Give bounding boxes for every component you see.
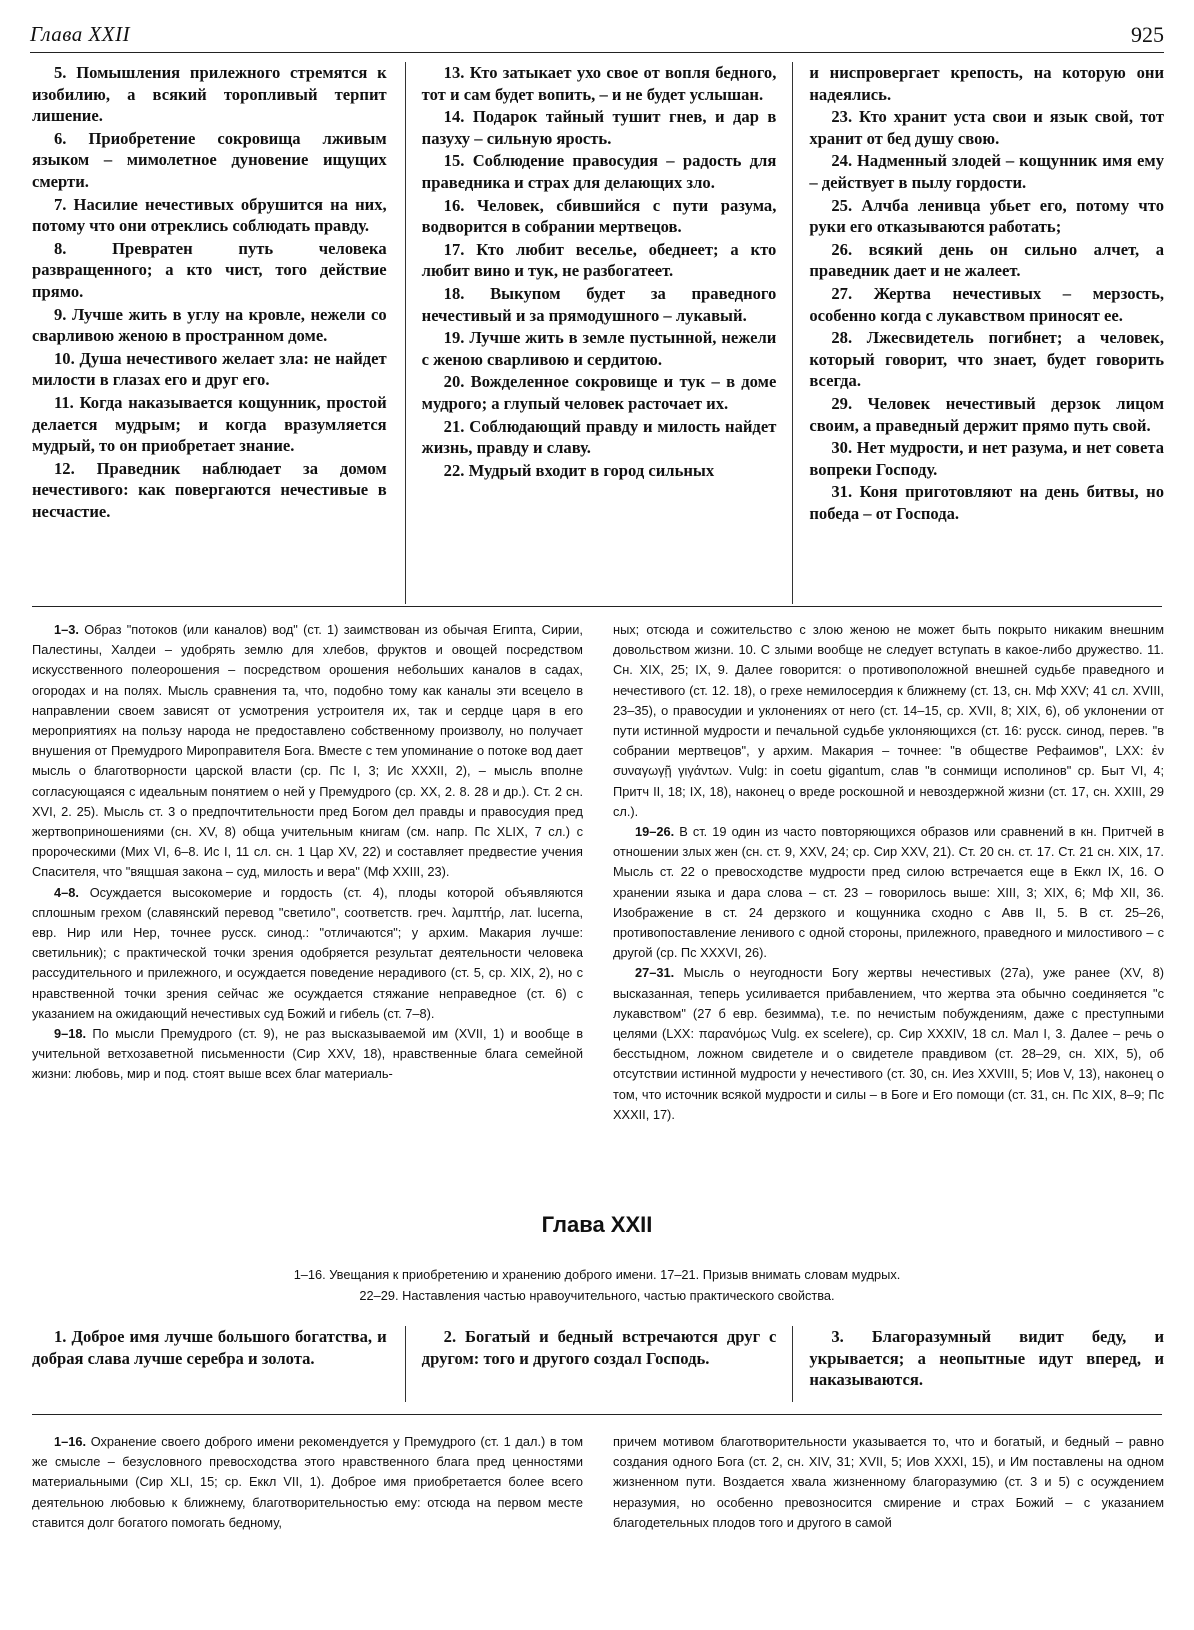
commentary-paragraph [32,620,583,883]
verse: 6. Приобретение сокровища лживым языком – мимолетное дуновение ищущих смерти. [32,128,387,191]
commentary-text: Мысль о неугодности Богу жертвы нечестивых (27а), уже ранее (XV, 8) высказанная, теперь усиливается прибавлением, что жертва эта обычно соединяется "с лукавством" (27 б евр. безимма), т.е. по нечистым побуждениям, даже с преступными целями (LXX: παρανόμως Vulg. ex scelere), ср. Сир XXXIV, 18 сл. Мал I, 3. Далее – речь о бесстыдном, ложном свидетеле и о свидетеле правдивом (ст. 28–29, сн. XIX, 5), об отсутствии истинной мудрости у нечестивого (ст. 30, сн. Иез XXVIII, 5; Иов V, 13), наконец о том, что источник всякой мудрости и силы – в Боге и Его помощи (ст. 31, сн. Пс XIX, 8–9; Пс XXXII, 17). [613,965,1164,1122]
commentary-text: Охранение своего доброго имени рекомендуется у Премудрого (ст. 1 дал.) в том же смысле – безусловного превосходства этого нравственного блага пред ценностями материальными (Сир XLI, 15; ср. Еккл VII, 1). Доброе имя приобретается более всего деятельною любовью к ближнему, благотворительностью ему: отсюда на первом месте ставится долг богатого помогать бедному, [32,1434,583,1530]
verse: 30. Нет мудрости, и нет разума, и нет совета вопреки Господу. [809,438,1165,479]
verse: 5. Помышления прилежного стремятся к изобилию, а всякий торопливый терпит лишение. [32,63,387,126]
running-title: Глава XXII [30,22,131,46]
verse-range-ref: 1–16. [54,1434,87,1449]
verse-continuation: и ниспровергает крепость, на которую они надеялись. [809,63,1165,104]
verse-range-ref: 1–3. [54,622,79,637]
commentary-column-right [613,1432,1164,1628]
verse: 7. Насилие нечестивых обрушится на них, потому что они отреклись соблюдать правду. [32,194,387,236]
verse: 22. Мудрый входит в город сильных [443,460,715,480]
verse: 13. Кто затыкает ухо свое от вопля бедного, тот и сам будет вопить, – и не будет услышан. [421,63,777,104]
commentary-paragraph [613,963,1164,1125]
verse: 19. Лучше жить в земле пустынной, нежели с женою сварливою и сердитою. [421,328,777,369]
chapter-summary [0,1264,1194,1306]
verse: 23. Кто хранит уста свои и язык свой, тот хранит от бед душу свою. [809,107,1165,148]
verse: 12. Праведник наблюдает за домом нечестивого: как повергаются нечестивые в несчастие. [32,458,387,521]
running-head [30,14,1164,53]
commentary-text: Образ "потоков (или каналов) вод" (ст. 1) заимствован из обычая Египта, Сирии, Палестины, Халдеи – удобрять землю для хлебов, фруктов и овощей посредством искусственного полеорошения – посредством орошения небольших каналов в садах, огородах и на полях. Мысль сравнения та, что, подобно тому как каналы эти всецело в направлении своем зависят от усмотрения устроителя их, так и сердце царя в его мероприятиях на пользу народа не предоставлено собственному произволу, но получает внушения от Премудрого Мироправителя Бога. Вместе с тем упоминание о потоке вод дает мысль о благотворности царской власти (ср. Пс I, 3; Ис XXXII, 2), – мысль вполне согласующаяся с идеальным понятием о ней у Премудрого (ср. XX, 2. 8. 28 и др.). Ст. 2 сн. XVI, 2. 25). Мысль ст. 3 о предпочтительности пред Богом дел правды и правосудия пред жертвоприношениями (сн. XV, 8) обща учительным книгам (см. напр. Пс XLIX, 7 сл.) с пророческими (Мих VI, 6–8. Ис I, 11 сл. сн. 1 Цар XV, 22) и составляет предвестие учения Спасителя, что "вящшая закона – суд, милость и вера" (Мф XXIII, 23). [32,622,583,880]
verses-bottom [32,1326,1164,1402]
commentary-column-left [32,620,583,1180]
verse: 10. Душа нечестивого желает зла: не найдет милости в глазах его и друг его. [32,348,387,390]
chapter-title: Глава XXII [541,1212,653,1237]
commentary-paragraph [32,1024,583,1085]
verse: 2. Богатый и бедный встречаются друг с другом: того и другого создал Господь. [421,1327,777,1368]
page-number: 925 [1131,22,1164,47]
verse: 3. Благоразумный видит беду, и укрывается; а неопытные идут вперед, и наказываются. [809,1327,1165,1390]
chapter-summary-line: 22–29. Наставления частью нравоучительного, частью практического свойства. [359,1288,835,1303]
chapter-summary-line: 1–16. Увещания к приобретению и хранению доброго имени. 17–21. Призыв внимать словам мудрых. [293,1267,901,1282]
verse-column-3 [792,1326,1164,1402]
commentary-top [32,620,1164,1180]
commentary-paragraph [613,822,1164,963]
separator-rule [32,1414,1162,1415]
verse-column-3 [792,62,1164,604]
commentary-text: ных; отсюда и сожительство с злою женою не может быть покрыто никаким внешним довольством жизни. 10. С злыми вообще не следует вступать в какое-либо дружество. 11. Сн. XIX, 25; IX, 9. Далее говорится: о противоположной внешней судьбе праведного и нечестивого (ст. 12. 18), о грехе немилосердия к ближнему (ст. 13, сн. Мф XXV; 41 сл. XVIII, 23–35), о правосудии и уклонениях от него (ст. 14–15, ср. XVII, 8; XIX, 6), об уклонении от пути истинной мудрости и печальной судьбе уклоняющихся (ст. 16: русск. синод, перев. "в собрании мертвецов", у архим. Макария – точнее: "в обществе Рефаимов", LXX: ἐν συναγωγῇ γιγάντων. Vulg: in coetu gigantum, слав "в сонмищи исполинов" ср. Быт VI, 4; Притч II, 18; IX, 18), наконец о вреде роскошной и невоздержной жизни (ст. 17, сн. XXIII, 29 сл.). [613,622,1164,819]
commentary-paragraph [32,883,583,1024]
verse: 26. всякий день он сильно алчет, а праведник дает и не жалеет. [809,239,1165,281]
verse: 29. Человек нечестивый дерзок лицом своим, а праведный держит прямо путь свой. [809,393,1165,435]
commentary-text: Осуждается высокомерие и гордость (ст. 4), плоды которой объявляются сплошным грехом (славянский перевод "светило", соответств. греч. λαμπτήρ, лат. lucerna, евр. Нир или Нер, точнее русск. синод.: "отличаются"; у архим. Макария лучше: светильник); с практической точки зрения одобряется результат деятельности человека рассудительного и прилежного, и осуждается поведение нерадивого (ст. 5, ср. XIX, 2), но с нравственной точки зрения сейчас же осуждается стяжание неправедное (ст. 6) с указанием на ожидающий нечестивых суд Божий и гибель (ст. 7–8). [32,884,583,1021]
verse: 28. Лжесвидетель погибнет; а человек, который говорит, что знает, будет говорить всегда. [809,328,1165,391]
verse: 8. Превратен путь человека развращенного; а кто чист, того действие прямо. [32,238,387,301]
verse: 17. Кто любит веселье, обеднеет; а кто любит вино и тук, не разбогатеет. [421,239,777,281]
commentary-paragraph [32,1432,583,1533]
verse: 21. Соблюдающий правду и милость найдет жизнь, правду и славу. [421,416,777,458]
verse: 14. Подарок тайный тушит гнев, и дар в пазуху – сильную ярость. [421,107,777,148]
commentary-text: причем мотивом благотворительности указывается то, что и богатый, и бедный – равно создания одного Бога (ст. 2, сн. XIV, 31; XVII, 5; Иов XXXI, 15), и Им поставлены на одном жизненном пути. Воздается хвала жизненному благоразумию (ст. 3 и 5) с осуждением неразумия, но особенно превозносится смирение и страх Божий – с указанием благодетельных плодов того и другого в самой [613,1434,1164,1530]
verse: 11. Когда наказывается кощунник, простой делается мудрым; и когда вразумляется мудрый, то он приобретает знание. [32,392,387,456]
verse: 1. Доброе имя лучше большого богатства, и добрая слава лучше серебра и золота. [32,1327,387,1368]
commentary-paragraph [613,1432,1164,1533]
verse: 16. Человек, сбившийся с пути разума, водворится в собрании мертвецов. [421,195,777,237]
verse-column-2 [405,62,793,604]
commentary-bottom [32,1432,1164,1628]
verse: 31. Коня приготовляют на день битвы, но победа – от Господа. [809,482,1165,523]
verse: 27. Жертва нечестивых – мерзость, особенно когда с лукавством приносят ее. [809,283,1165,325]
commentary-paragraph [613,620,1164,822]
verse: 25. Алчба ленивца убьет его, потому что руки его отказываются работать; [809,195,1165,237]
verse: 18. Выкупом будет за праведного нечестивый и за прямодушного – лукавый. [421,283,777,325]
commentary-column-right [613,620,1164,1180]
verse-column-1 [32,1326,405,1402]
verse: 20. Вожделенное сокровище и тук – в доме мудрого; а глупый человек расточает их. [421,372,777,413]
verse: 24. Надменный злодей – кощунник имя ему – действует в пылу гордости. [809,151,1165,192]
verse: 9. Лучше жить в углу на кровле, нежели со сварливою женою в пространном доме. [32,304,387,346]
verses-top [32,62,1164,604]
verse-range-ref: 4–8. [54,884,79,900]
separator-rule [32,606,1162,607]
verse-range-ref: 9–18. [54,1026,87,1042]
commentary-text: В ст. 19 один из часто повторяющихся образов или сравнений в кн. Притчей в отношении злых жен (сн. ст. 9, XXV, 24; ср. Сир XXV, 21). Ст. 20 сн. ст. 17. Ст. 21 сн. XIX, 17. Мысль ст. 22 о превосходстве мудрости пред силою встречается еще в Еккл IX, 16. О хранении языка и дара слова – ст. 23 – говорилось выше: XIII, 3; XIX, 6; Мф XII, 36. Изображение в ст. 24 дерзкого и кощунника сходно с Авв II, 5. В ст. 25–26, противопоставление ленивого с одной стороны, прилежного, праведного и милостивого – с другой (ср. Пс XXXVI, 26). [613,824,1164,961]
verse: 15. Соблюдение правосудия – радость для праведника и страх для делающих зло. [421,151,777,192]
commentary-text: По мысли Премудрого (ст. 9), не раз высказываемой им (XVII, 1) и вообще в учительной ветхозаветной письменности (Сир XXV, 18), нравственные блага семейной жизни: любовь, мир и под. стоят выше всех благ материаль- [32,1026,583,1082]
verse-range-ref: 19–26. [635,824,675,840]
verse-range-ref: 27–31. [635,965,675,981]
verse-column-2 [405,1326,793,1402]
commentary-column-left [32,1432,583,1628]
verse-column-1 [32,62,405,604]
